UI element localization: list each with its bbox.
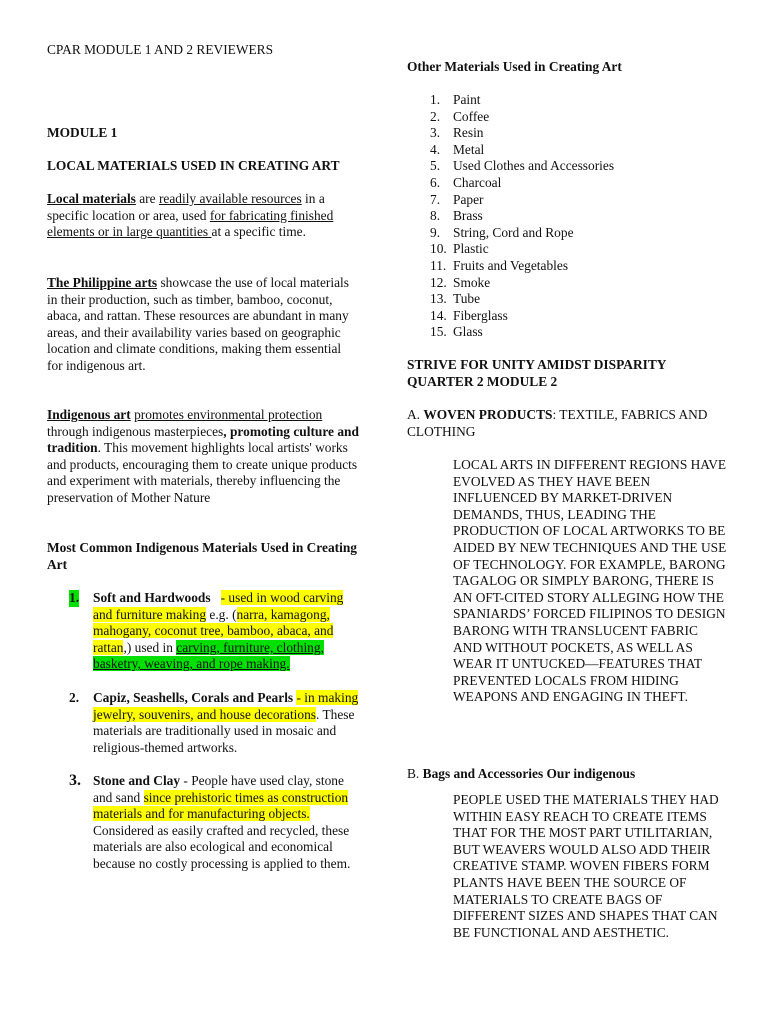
material-name: String, Cord and Rope bbox=[453, 224, 574, 240]
list-item bbox=[407, 241, 727, 258]
text: at a specific time. bbox=[211, 224, 306, 240]
material-name: Fiberglass bbox=[453, 307, 508, 323]
list-number: 5. bbox=[430, 158, 441, 174]
material-name: Brass bbox=[453, 208, 483, 224]
highlighted-text: narra, kamagong, mahogany, coconut tree, bamboo, abaca, and rattan bbox=[93, 606, 334, 655]
material-name: Paper bbox=[453, 191, 484, 207]
list-number: 12. bbox=[430, 274, 447, 290]
list-number: 9. bbox=[430, 224, 441, 240]
list-item bbox=[407, 225, 727, 242]
material-name: Metal bbox=[453, 141, 485, 157]
text: e.g. ( bbox=[206, 606, 237, 622]
material-name: Used Clothes and Accessories bbox=[453, 158, 615, 174]
section-b-heading bbox=[407, 766, 727, 783]
material-name: Coffee bbox=[453, 108, 490, 124]
highlighted-text: - used in wood carving and furniture making bbox=[93, 590, 344, 622]
list-number: 15. bbox=[430, 324, 447, 340]
material-name: Fruits and Vegetables bbox=[453, 257, 569, 273]
module-heading: MODULE 1 bbox=[47, 125, 118, 140]
list-item bbox=[407, 208, 727, 225]
section-b-body: PEOPLE USED THE MATERIALS THEY HAD WITHIN EASY REACH TO CREATE ITEMS THAT FOR THE MOST PART UTILITARIAN, BUT WEAVERS WOULD ALSO ADD THEIR CREATIVE STAMP. WOVEN FIBERS FORM PLANTS HAVE BEEN THE SOURCE OF MATERIALS TO CREATE BAGS OF DIFFERENT SIZES AND SHAPES THAT CAN BE FUNCTIONAL AND AESTHETIC. bbox=[453, 792, 719, 940]
text: through indigenous masterpieces bbox=[47, 423, 224, 439]
list-number: 4. bbox=[430, 141, 441, 157]
underlined-text: promotes environmental protection bbox=[134, 407, 323, 422]
text: are bbox=[135, 191, 159, 206]
list-number: 13. bbox=[430, 291, 447, 307]
list-item bbox=[407, 291, 727, 308]
bold-text: , promoting culture and tradition bbox=[47, 423, 359, 456]
list-number: 2. bbox=[430, 108, 441, 124]
list-item bbox=[407, 275, 727, 292]
list-number: 3. bbox=[430, 125, 441, 141]
list-number: 6. bbox=[430, 174, 441, 190]
highlighted-text: - in making jewelry, souvenirs, and house decorations bbox=[93, 690, 359, 722]
underlined-text: readily available resources bbox=[158, 191, 302, 206]
text: Considered as easily crafted and recycled, these materials are also ecological and economical because no costly processing is applied to them. bbox=[93, 822, 351, 871]
text bbox=[211, 590, 221, 605]
list-item bbox=[407, 258, 727, 275]
list-number: 1. bbox=[430, 92, 441, 107]
list-item bbox=[407, 158, 727, 175]
list-number: 2. bbox=[69, 690, 80, 705]
list-number: 8. bbox=[430, 208, 441, 224]
list-item bbox=[407, 324, 727, 341]
material-name: Tube bbox=[453, 291, 481, 307]
list-number: 10. bbox=[430, 241, 447, 257]
list-item bbox=[407, 92, 727, 109]
list-item bbox=[407, 192, 727, 209]
subheading-indigenous-materials: Most Common Indigenous Materials Used in Creating Art bbox=[47, 540, 357, 572]
text: showcase the use of local materials in their production, such as timber, bamboo, coconut, abaca, and rattan. These resources are abundant in many areas, and their availability varies based on geographic location and climate conditions, making them essential for indigenous art. bbox=[47, 275, 349, 373]
term-philippine-arts: The Philippine arts bbox=[47, 275, 158, 290]
indigenous-art-paragraph bbox=[47, 407, 359, 507]
item-title: Soft and Hardwoods bbox=[93, 590, 211, 605]
section-prefix: B. bbox=[407, 766, 423, 781]
list-item bbox=[407, 142, 727, 159]
item-title: Stone and Clay bbox=[93, 773, 181, 788]
materials-list bbox=[407, 92, 727, 341]
section-prefix: A. bbox=[407, 407, 424, 422]
green-highlighted-text: carving, furniture, clothing, basketry, weaving, and rope making. bbox=[93, 639, 324, 672]
text: - People have used clay, stone and sand bbox=[93, 773, 344, 805]
section-a-body: LOCAL ARTS IN DIFFERENT REGIONS HAVE EVOLVED AS THEY HAVE BEEN INFLUENCED BY MARKET-DRIVEN DEMANDS, THUS, LEADING THE PRODUCTION OF LOCAL ARTWORKS TO BE AIDED BY NEW TECHNIQUES AND THE USE OF TECHNOLOGY. FOR EXAMPLE, BARONG TAGALOG OR SIMPLY BARONG, THERE IS AN OFT-CITED STORY ALLEGING HOW THE SPANIARDS’ FORCED FILIPINOS TO DESIGN BARONG WITH TRANSLUCENT FABRIC AND WITHOUT POCKETS, AS WELL AS WEAR IT UNTUCKED—FEATURES THAT PREVENTED LOCALS FROM HIDING WEAPONS AND ENGAGING IN THEFT. bbox=[453, 457, 727, 705]
list-item bbox=[407, 125, 727, 142]
list-item bbox=[407, 308, 727, 325]
item-title: Capiz, Seashells, Corals and Pearls bbox=[93, 690, 294, 705]
list-number: 1. bbox=[69, 590, 80, 605]
text: ,) used in bbox=[123, 639, 177, 655]
material-name: Resin bbox=[453, 125, 484, 141]
underlined-text: for fabricating finished elements or in large quantities bbox=[47, 207, 334, 240]
list-number: 11. bbox=[430, 257, 447, 273]
highlighted-text: since prehistoric times as construction materials and for manufacturing objects. bbox=[93, 789, 349, 822]
section-a-heading bbox=[407, 407, 727, 440]
text: . This movement highlights local artists' works and products, encouraging them to create unique products and experiment with materials, thereby influencing the preservation of Mother Nature bbox=[47, 440, 358, 505]
local-materials-paragraph bbox=[47, 191, 359, 241]
section-subtitle: : TEXTILE, FABRICS AND CLOTHING bbox=[407, 407, 708, 439]
list-item bbox=[407, 175, 727, 192]
text: in a specific location or area, used bbox=[47, 191, 325, 223]
philippine-arts-paragraph bbox=[47, 275, 359, 375]
material-name: Smoke bbox=[453, 274, 491, 290]
section-title: WOVEN PRODUCTS bbox=[423, 407, 553, 422]
list-number: 7. bbox=[430, 191, 441, 207]
list-number: 14. bbox=[430, 307, 447, 323]
material-name: Paint bbox=[453, 92, 481, 107]
material-name: Glass bbox=[453, 324, 483, 340]
term-local-materials: Local materials bbox=[47, 191, 136, 206]
list-item bbox=[407, 109, 727, 126]
list-item bbox=[47, 590, 359, 673]
text: . These materials are traditionally used in mosaic and religious-themed artworks. bbox=[93, 706, 355, 755]
other-materials-heading: Other Materials Used in Creating Art bbox=[407, 59, 622, 74]
strive-heading: STRIVE FOR UNITY AMIDST DISPARITY QUARTER 2 MODULE 2 bbox=[407, 357, 666, 389]
section-title: Bags and Accessories Our indigenous bbox=[422, 766, 636, 781]
list-item bbox=[47, 773, 359, 873]
list-item bbox=[47, 690, 359, 756]
material-name: Plastic bbox=[453, 241, 489, 257]
document-title: CPAR MODULE 1 AND 2 REVIEWERS bbox=[47, 42, 274, 57]
section-heading: LOCAL MATERIALS USED IN CREATING ART bbox=[47, 158, 340, 173]
list-number: 3. bbox=[69, 772, 81, 789]
term-indigenous-art: Indigenous art bbox=[47, 407, 131, 422]
material-name: Charcoal bbox=[453, 174, 502, 190]
